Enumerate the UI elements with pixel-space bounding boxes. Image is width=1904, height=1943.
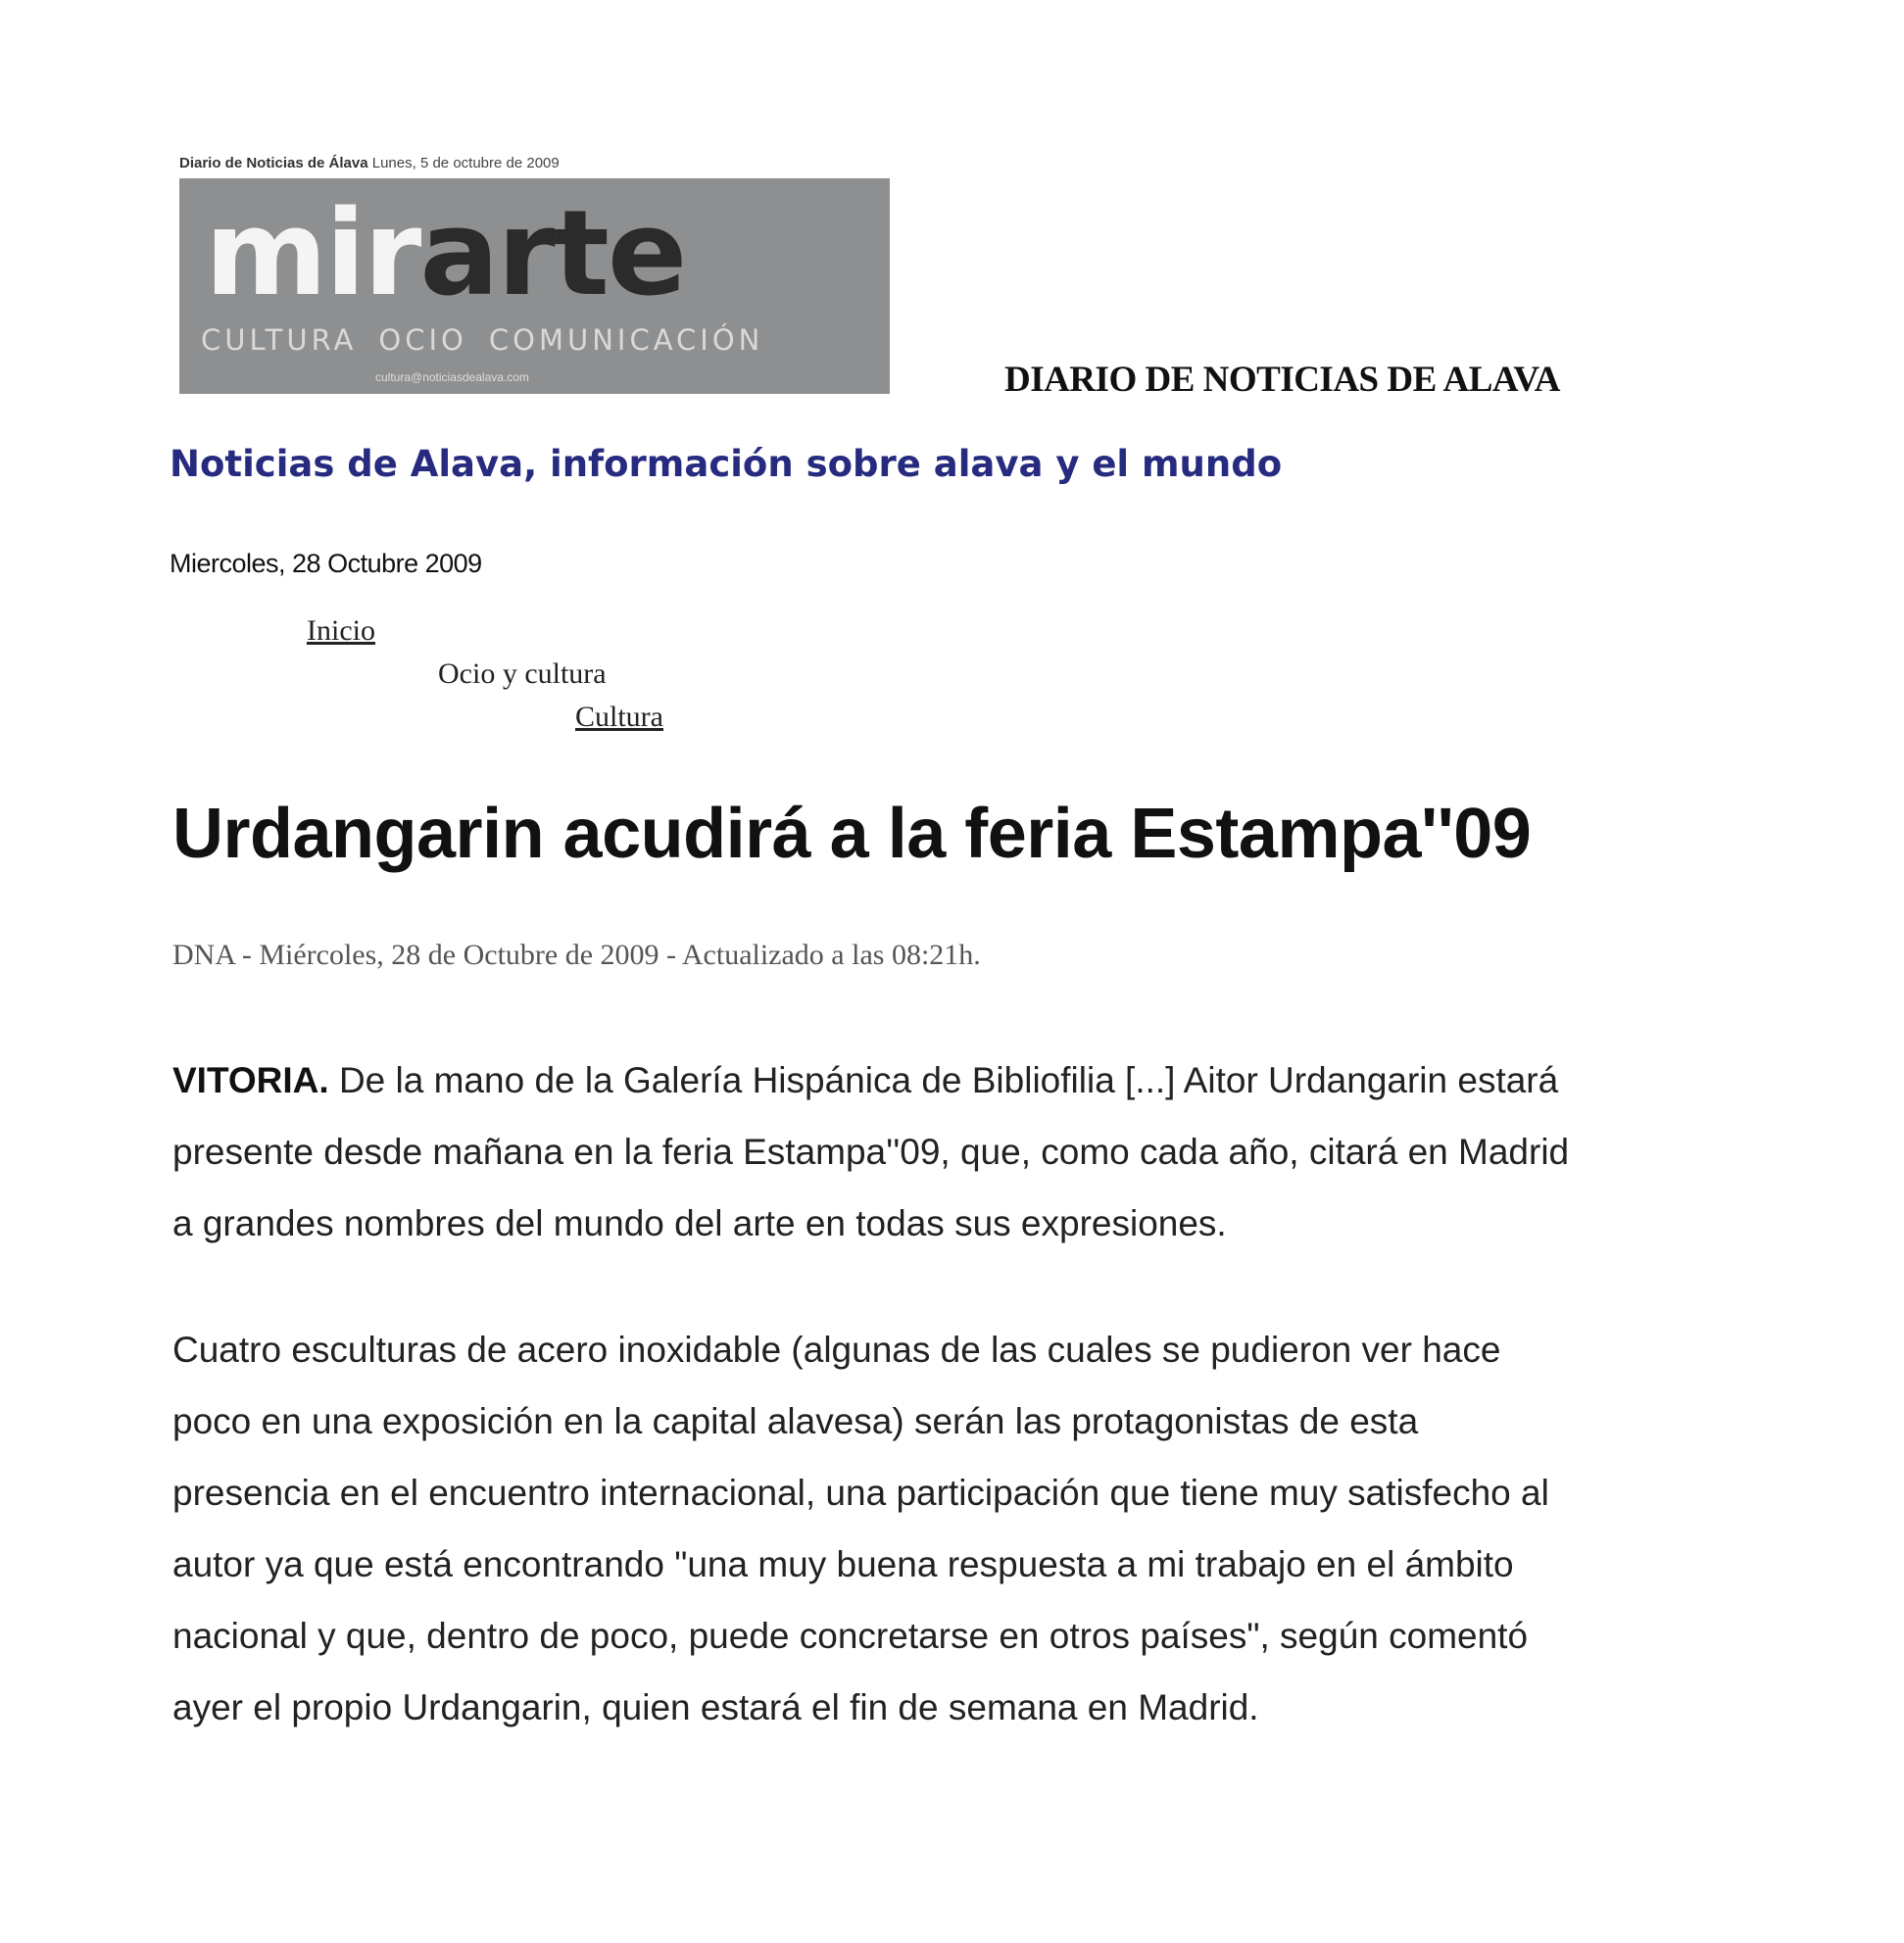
logo-wordmark: [205, 186, 686, 322]
masthead-caption: [179, 155, 560, 171]
logo-sections: [201, 323, 785, 357]
article-headline: Urdangarin acudirá a la feria Estampa''09: [172, 795, 1532, 873]
paragraph-line: autor ya que está encontrando "una muy buena respuesta a mi trabajo en el ámbito: [172, 1544, 1514, 1584]
paragraph-line: ayer el propio Urdangarin, quien estará el fin de semana en Madrid.: [172, 1687, 1259, 1727]
logo-word-light: mir: [205, 186, 420, 322]
breadcrumb-inicio-link[interactable]: Inicio: [307, 614, 375, 647]
paper-name: DIARIO DE NOTICIAS DE ALAVA: [1004, 360, 1561, 400]
masthead-caption-paper: Diario de Noticias de Álava: [179, 155, 368, 171]
site-tagline: Noticias de Alava, información sobre alava y el mundo: [170, 443, 1283, 485]
logo-section-comunicacion: COMUNICACIÓN: [488, 323, 764, 357]
paragraph-line-text: De la mano de la Galería Hispánica de Bibliofilia [...] Aitor Urdangarin estará: [328, 1060, 1559, 1100]
paragraph-line: presente desde mañana en la feria Estampa''09, que, como cada año, citará en Madrid: [172, 1132, 1570, 1172]
paragraph-line: a grandes nombres del mundo del arte en todas sus expresiones.: [172, 1203, 1227, 1243]
article-byline: DNA - Miércoles, 28 de Octubre de 2009 - Actualizado a las 08:21h.: [172, 939, 981, 971]
article-paragraph-1: [172, 1044, 1780, 1259]
masthead-caption-date: Lunes, 5 de octubre de 2009: [371, 155, 560, 171]
site-date: Miercoles, 28 Octubre 2009: [170, 549, 482, 578]
paragraph-line: nacional y que, dentro de poco, puede concretarse en otros países", según comentó: [172, 1616, 1529, 1656]
logo-word-dark: arte: [419, 186, 686, 322]
mirarte-logo: [179, 178, 890, 394]
article-paragraph-2: [172, 1314, 1780, 1743]
breadcrumb-cultura-link[interactable]: Cultura: [575, 701, 663, 733]
paragraph-line: [172, 1044, 1780, 1116]
article-dateline: VITORIA.: [172, 1060, 329, 1100]
logo-section-cultura: CULTURA: [201, 323, 358, 357]
paragraph-line: Cuatro esculturas de acero inoxidable (algunas de las cuales se pudieron ver hace: [172, 1330, 1501, 1370]
paragraph-line: presencia en el encuentro internacional, una participación que tiene muy satisfecho al: [172, 1473, 1549, 1513]
breadcrumb-ocio-y-cultura: Ocio y cultura: [438, 657, 607, 690]
paragraph-line: poco en una exposición en la capital alavesa) serán las protagonistas de esta: [172, 1401, 1419, 1441]
logo-section-ocio: OCIO: [378, 323, 467, 357]
logo-email: cultura@noticiasdealava.com: [375, 370, 529, 384]
